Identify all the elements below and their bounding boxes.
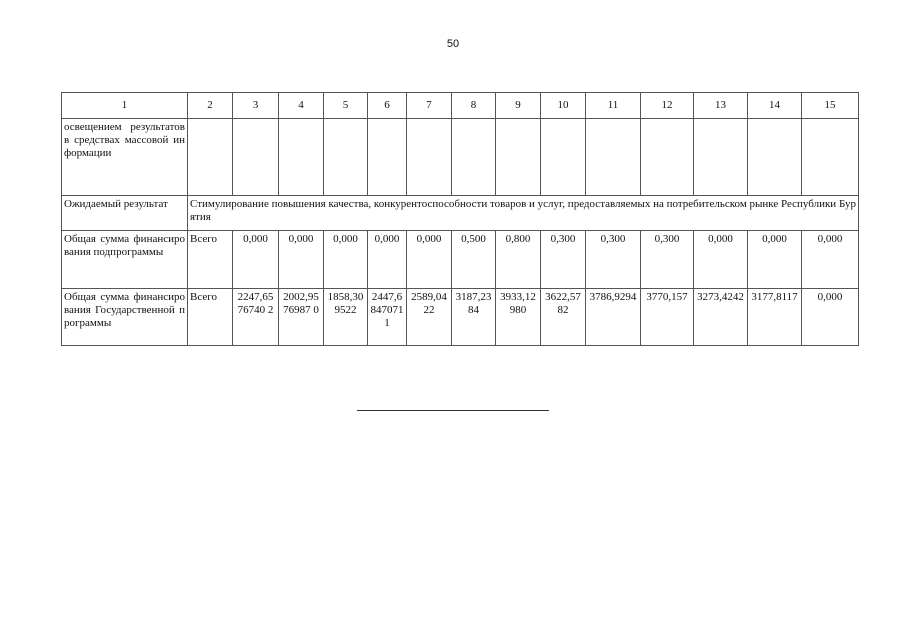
column-header: 9: [496, 93, 541, 119]
column-header: 14: [748, 93, 802, 119]
column-header: 11: [586, 93, 641, 119]
table-cell: 0,500: [452, 231, 496, 289]
header-row: [62, 93, 859, 119]
row-description: Общая сумма финансирования подпрограммы: [62, 231, 188, 289]
table-cell: [452, 119, 496, 196]
column-header: 4: [279, 93, 324, 119]
column-header: 5: [324, 93, 368, 119]
table-cell: 3177,8117: [748, 289, 802, 346]
table-cell: 0,000: [279, 231, 324, 289]
table-cell: 2589,0422: [407, 289, 452, 346]
table-cell: 2447,68470711: [368, 289, 407, 346]
table-cell: [641, 119, 694, 196]
table-cell: [407, 119, 452, 196]
table-cell: [496, 119, 541, 196]
table-row: [62, 196, 859, 231]
table-cell: 1858,309522: [324, 289, 368, 346]
table-cell: [279, 119, 324, 196]
table-cell: Всего: [188, 231, 233, 289]
table-cell: 0,300: [586, 231, 641, 289]
table-cell: 3933,12980: [496, 289, 541, 346]
table-cell: [188, 119, 233, 196]
footer-divider: [357, 410, 549, 411]
table-row: [62, 289, 859, 346]
row-description: освещением результатов в средствах массовой информации: [62, 119, 188, 196]
table-cell: 0,000: [407, 231, 452, 289]
table-cell: 0,000: [368, 231, 407, 289]
column-header: 2: [188, 93, 233, 119]
page-number: 50: [446, 38, 460, 50]
table-cell: [368, 119, 407, 196]
table-cell: [694, 119, 748, 196]
table-row: [62, 119, 859, 196]
table-cell: 0,800: [496, 231, 541, 289]
table-cell: 0,300: [541, 231, 586, 289]
row-description: Ожидаемый результат: [62, 196, 188, 231]
column-header: 1: [62, 93, 188, 119]
table-cell: 3786,9294: [586, 289, 641, 346]
table-cell: 3273,4242: [694, 289, 748, 346]
table-cell: 0,000: [802, 231, 859, 289]
table-cell: 0,000: [324, 231, 368, 289]
financing-table: [61, 92, 859, 346]
column-header: 3: [233, 93, 279, 119]
table-cell: 0,300: [641, 231, 694, 289]
table-cell: [802, 119, 859, 196]
table-cell: 0,000: [802, 289, 859, 346]
column-header: 10: [541, 93, 586, 119]
table-cell: [748, 119, 802, 196]
table-cell: [586, 119, 641, 196]
table-row: [62, 231, 859, 289]
column-header: 13: [694, 93, 748, 119]
table-cell: Всего: [188, 289, 233, 346]
table-cell: 3770,157: [641, 289, 694, 346]
table-cell: 0,000: [233, 231, 279, 289]
column-header: 6: [368, 93, 407, 119]
column-header: 15: [802, 93, 859, 119]
table-cell: [233, 119, 279, 196]
table-cell: [324, 119, 368, 196]
column-header: 12: [641, 93, 694, 119]
table-cell: 3187,2384: [452, 289, 496, 346]
table-cell: 2247,6576740 2: [233, 289, 279, 346]
table-cell: [541, 119, 586, 196]
expected-result-text: Стимулирование повышения качества, конкурентоспособности товаров и услуг, предоставляемых на потребительском рынке Республики Бурятия: [188, 196, 859, 231]
table-cell: 3622,5782: [541, 289, 586, 346]
row-description: Общая сумма финансирования Государственной программы: [62, 289, 188, 346]
table-cell: 0,000: [748, 231, 802, 289]
table-cell: 0,000: [694, 231, 748, 289]
column-header: 8: [452, 93, 496, 119]
column-header: 7: [407, 93, 452, 119]
table-cell: 2002,9576987 0: [279, 289, 324, 346]
